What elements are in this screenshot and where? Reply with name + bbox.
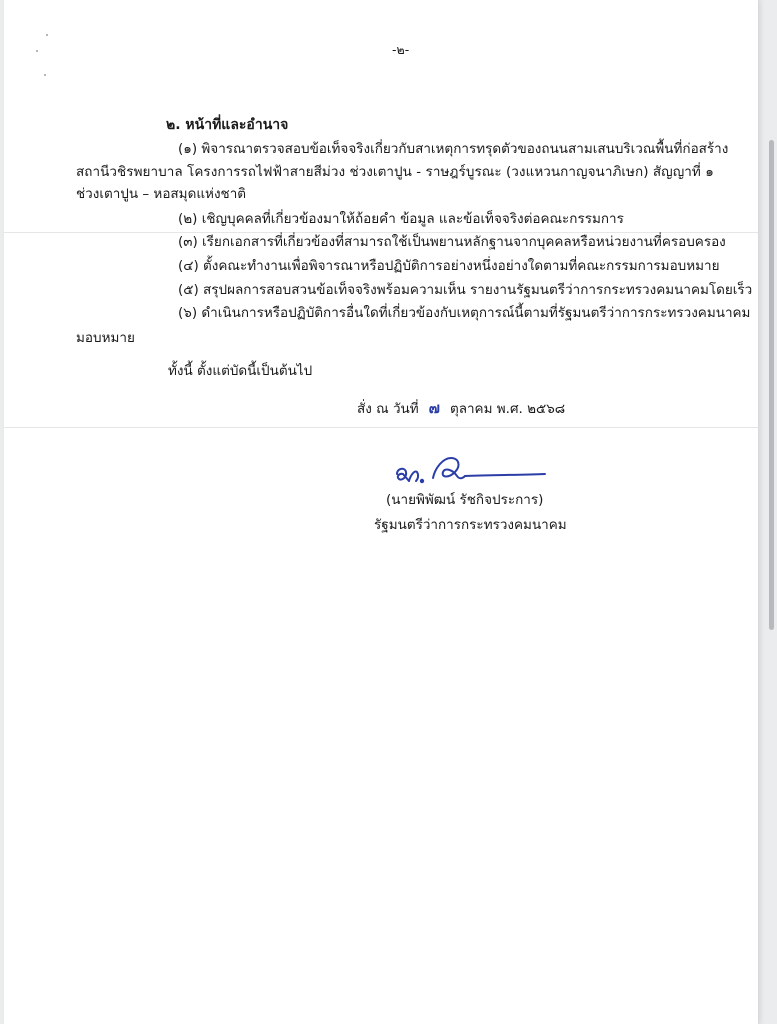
duty-item-4: (๔) ตั้งคณะทำงานเพื่อพิจารณาหรือปฏิบัติการอย่างหนึ่งอย่างใดตามที่คณะกรรมการมอบหมาย (178, 258, 720, 274)
duty-item-6-line-1: (๖) ดำเนินการหรือปฏิบัติการอื่นใดที่เกี่ยวข้องกับเหตุการณ์นี้ตามที่รัฐมนตรีว่าการกระทรวงคมนาคม (178, 305, 751, 321)
vertical-scrollbar[interactable] (769, 140, 774, 630)
handwritten-signature (389, 448, 549, 493)
order-date-month-year: ตุลาคม พ.ศ. ๒๕๖๘ (449, 401, 566, 417)
duty-item-1-line-3: ช่วงเตาปูน – หอสมุดแห่งชาติ (76, 186, 247, 202)
page-number: -๒- (392, 42, 410, 57)
signatory-title: รัฐมนตรีว่าการกระทรวงคมนาคม (374, 517, 567, 533)
effective-statement: ทั้งนี้ ตั้งแต่บัดนี้เป็นต้นไป (168, 363, 313, 379)
duty-item-1-line-1: (๑) พิจารณาตรวจสอบข้อเท็จจริงเกี่ยวกับสาเหตุการทรุดตัวของถนนสามเสนบริเวณพื้นที่ก่อสร้าง (178, 141, 729, 157)
duty-item-1-line-2: สถานีวชิรพยาบาล โครงการรถไฟฟ้าสายสีม่วง ช่วงเตาปูน - ราษฎร์บูรณะ (วงแหวนกาญจนาภิเษก) สัญญาที่ ๑ (76, 164, 714, 180)
duty-item-3: (๓) เรียกเอกสารที่เกี่ยวข้องที่สามารถใช้เป็นพยานหลักฐานจากบุคคลหรือหน่วยงานที่ครอบครอง (178, 234, 726, 250)
scan-line (4, 427, 758, 428)
scan-speck (36, 50, 38, 52)
scan-speck (44, 74, 46, 76)
scan-speck (46, 34, 48, 36)
duty-item-6-line-2: มอบหมาย (76, 330, 135, 346)
order-date-prefix: สั่ง ณ วันที่ (357, 401, 419, 417)
signatory-name: (นายพิพัฒน์ รัชกิจประการ) (386, 492, 544, 508)
order-date-day: ๗ (428, 399, 440, 417)
duty-item-2: (๒) เชิญบุคคลที่เกี่ยวข้องมาให้ถ้อยคำ ข้อมูล และข้อเท็จจริงต่อคณะกรรมการ (178, 211, 624, 227)
order-date (357, 398, 565, 419)
document-page (4, 0, 759, 1024)
duty-item-5: (๕) สรุปผลการสอบสวนข้อเท็จจริงพร้อมความเห็น รายงานรัฐมนตรีว่าการกระทรวงคมนาคมโดยเร็ว (178, 282, 753, 298)
section-heading: ๒. หน้าที่และอำนาจ (166, 117, 289, 133)
